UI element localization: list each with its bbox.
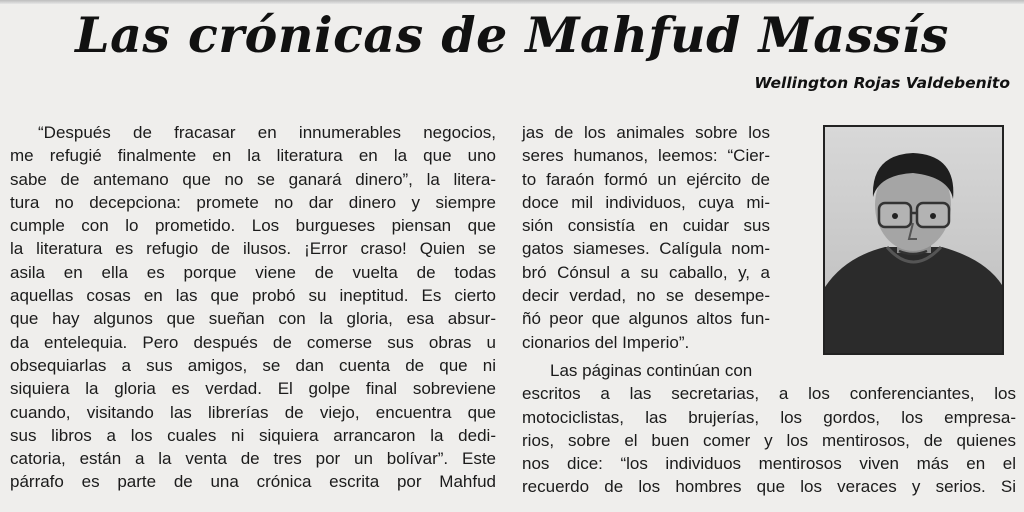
- text-line: siquiera la gloria es verdad. El golpe final sobreviene: [10, 379, 496, 399]
- text-line: párrafo es parte de una crónica escrita por Mahfud: [10, 472, 496, 492]
- text-line: cionarios del Imperio”.: [522, 332, 690, 352]
- text-line: cuando, visitando las librerías de viejo, encuentra que: [10, 402, 496, 422]
- article-byline: Wellington Rojas Valdebenito: [754, 74, 1010, 92]
- article-column-2: [522, 121, 770, 354]
- text-line: me refugié finalmente en la literatura en la que uno: [10, 146, 496, 166]
- text-line: ñó peor que algunos altos fun-: [522, 309, 770, 329]
- text-line: “Después de fracasar en innumerables negocios,: [38, 123, 496, 142]
- article-title: Las crónicas de Mahfud Massís: [75, 6, 949, 64]
- text-line: sabe de antemano que no se ganará dinero”, la litera-: [10, 169, 496, 189]
- text-line: seres humanos, leemos: “Cier-: [522, 146, 770, 166]
- text-line: escritos a las secretarias, a los conferenciantes, los: [522, 384, 1016, 404]
- author-portrait-photo: [823, 125, 1004, 355]
- text-line: bró Cónsul a su caballo, y, a: [522, 262, 770, 282]
- text-line: cumple con lo prometido. Los burgueses piensan que: [10, 216, 496, 236]
- text-line: jas de los animales sobre los: [522, 123, 770, 142]
- text-line: la literatura es refugio de ilusos. ¡Error craso! Quien se: [10, 239, 496, 259]
- text-line: gatos siameses. Calígula nom-: [522, 239, 770, 259]
- text-line: sión consistía en cuidar sus: [522, 216, 770, 236]
- text-line: motociclistas, las brujerías, los gordos, los empresa-: [522, 407, 1016, 427]
- text-line: recuerdo de los hombres que los veraces y serios. Si: [522, 477, 1016, 497]
- text-line: da entelequia. Pero después de comerse sus obras u: [10, 332, 496, 352]
- text-line: decir verdad, no se desempe-: [522, 286, 770, 306]
- text-line: aquellas cosas en las que probó su ineptitud. Es cierto: [10, 286, 496, 306]
- text-line: catoria, están a la venta de tres por un bolívar”. Este: [10, 449, 496, 469]
- text-line: tura no decepciona: promete no dar dinero y siempre: [10, 192, 496, 212]
- text-line: rios, sobre el buen comer y los mentirosos, de quienes: [522, 430, 1016, 450]
- portrait-illustration: [825, 127, 1002, 353]
- text-line: nos dice: “los individuos mentirosos viven más en el: [522, 454, 1016, 474]
- text-line: que hay algunos que sueñan con la gloria, esa absur-: [10, 309, 496, 329]
- text-line: sus libros a los cuales ni siquiera arrancaron la dedi-: [10, 425, 496, 445]
- article-column-1: [10, 121, 496, 494]
- text-line: obsequiarlas a sus amigos, se dan cuenta de que ni: [10, 355, 496, 375]
- text-line: asila en ella es porque viene de vuelta de todas: [10, 262, 496, 282]
- text-line: to faraón formó un ejército de: [522, 169, 770, 189]
- text-line: Las páginas continúan con: [550, 361, 753, 380]
- text-line: doce mil individuos, cuya mi-: [522, 192, 770, 212]
- article-column-2-continued: [522, 359, 1016, 499]
